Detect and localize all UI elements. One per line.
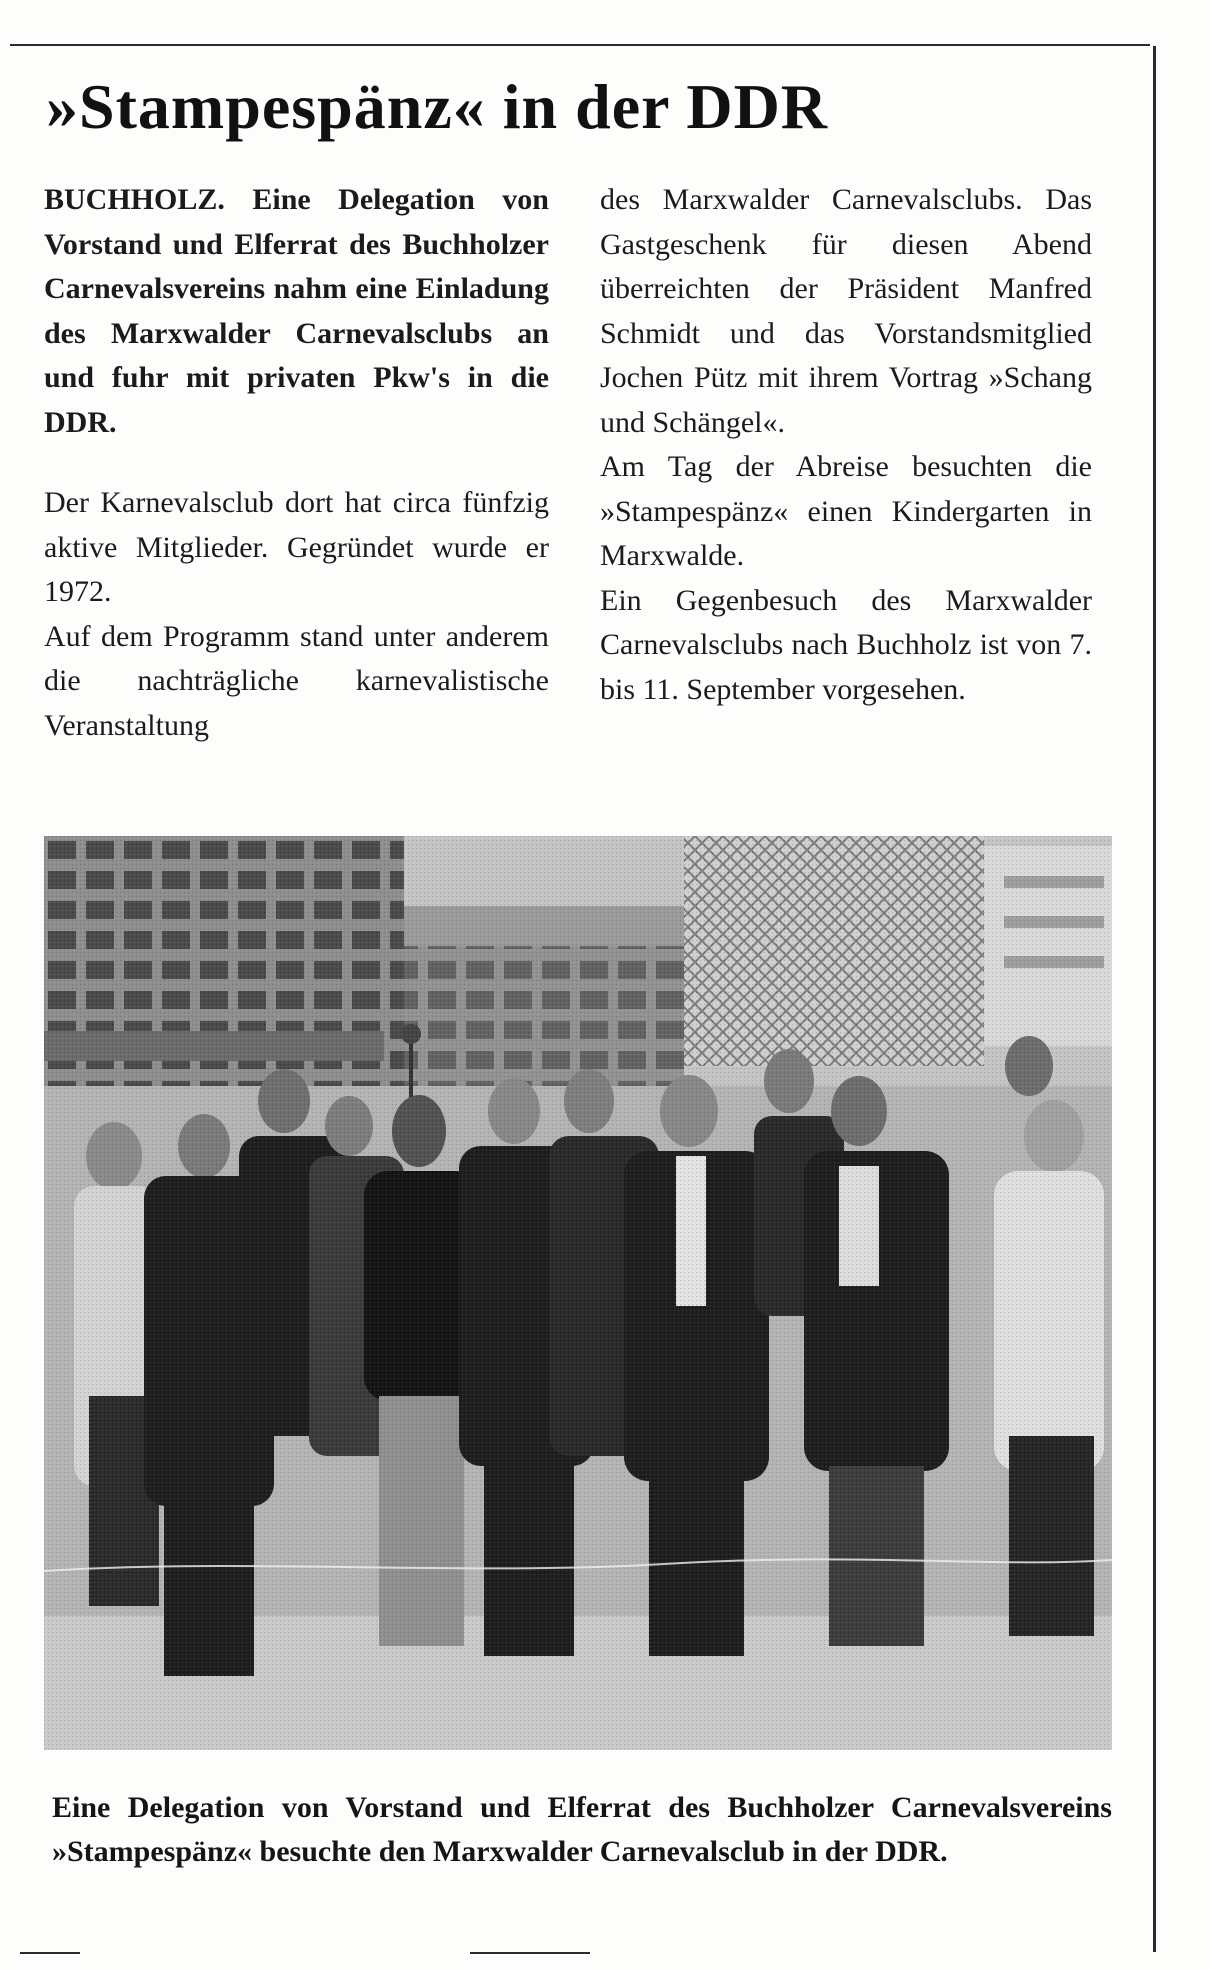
body-paragraph-right-3: Ein Gegenbesuch des Marxwalder Carnevalsclubs nach Buchholz ist von 7. bis 11. September vorgesehen. [600,583,1092,706]
top-rule [10,44,1150,46]
bottom-rule-left [20,1952,80,1954]
body-paragraph-left: Der Karnevalsclub dort hat circa fünfzig aktive Mitglieder. Gegründet wurde er 1972. Auf dem Programm stand unter anderem die nachträgliche karnevalistische Veranstaltung [44,486,549,742]
bottom-rule-right [470,1952,590,1954]
headline: »Stampespänz« in der DDR [46,71,828,142]
right-column-rule [1153,46,1156,1952]
body-paragraph-right-1: des Marxwalder Carnevalsclubs. Das Gastgeschenk für diesen Abend überreichten der Präsident Manfred Schmidt und das Vorstandsmitglied Jochen Pütz mit ihrem Vortrag »Schang und Schängel«. [600,183,1092,439]
article-column-left [44,178,549,748]
article-column-right [600,178,1092,712]
body-paragraph-right-2: Am Tag der Abreise besuchten die »Stampespänz« einen Kindergarten in Marxwalde. [600,450,1092,572]
lead-paragraph: BUCHHOLZ. Eine Delegation von Vorstand und Elferrat des Buchholzer Carnevalsvereins nahm eine Einladung des Marxwalder Carnevalsclubs an und fuhr mit privaten Pkw's in die DDR. [44,183,549,439]
photo-caption: Eine Delegation von Vorstand und Elferrat des Buchholzer Carnevalsvereins »Stampespänz« besuchte den Marxwalder Carnevalsclub in der DDR. [52,1791,1112,1868]
group-photo [44,836,1112,1750]
